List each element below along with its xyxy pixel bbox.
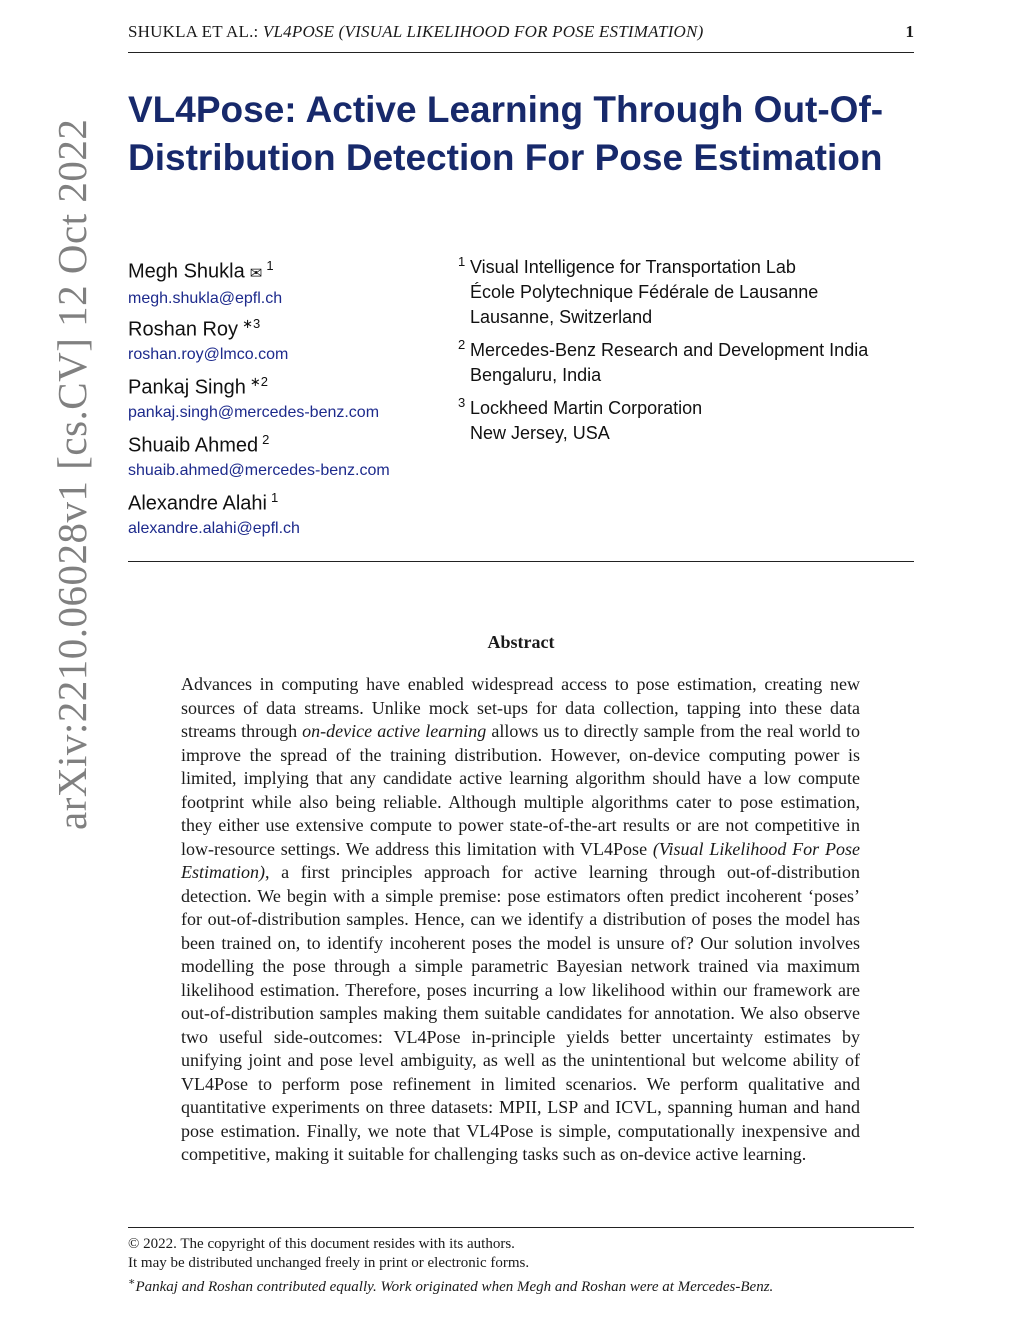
affiliation-number: 2 <box>458 337 466 352</box>
affiliation-line: Lockheed Martin Corporation <box>470 398 703 418</box>
affiliation-list <box>458 255 918 454</box>
author-affiliation-marker: 1 <box>266 258 274 273</box>
author-affiliation-marker: 2 <box>262 432 270 447</box>
affiliation-entry <box>458 338 918 388</box>
author-affiliation-marker: ∗3 <box>242 316 261 331</box>
affiliation-number: 1 <box>458 254 466 269</box>
abstract-emphasis: (Visual Likelihood For Pose Estimation) <box>181 838 860 882</box>
author-entry <box>128 426 448 484</box>
author-email[interactable]: roshan.roy@lmco.com <box>128 345 289 363</box>
abstract-heading: Abstract <box>487 632 555 652</box>
author-email[interactable]: alexandre.alahi@epfl.ch <box>128 519 300 537</box>
author-entry <box>128 310 448 368</box>
author-entry <box>128 368 448 426</box>
affiliation-entry <box>458 255 918 330</box>
author-name: Roshan Roy <box>128 318 239 341</box>
affiliation-line: New Jersey, USA <box>470 423 610 443</box>
page-number: 1 <box>905 22 914 41</box>
author-name: Alexandre Alahi <box>128 492 267 515</box>
author-entry <box>128 484 448 542</box>
affiliation-line: Lausanne, Switzerland <box>470 307 653 327</box>
author-email[interactable]: megh.shukla@epfl.ch <box>128 289 283 307</box>
running-header <box>128 20 914 53</box>
author-affiliation-marker: ∗2 <box>249 374 268 389</box>
author-name: Megh Shukla <box>128 260 245 283</box>
author-name: Pankaj Singh <box>128 376 246 399</box>
envelope-icon: ✉ <box>249 264 263 282</box>
author-entry <box>128 252 448 310</box>
arxiv-identifier: arXiv:2210.06028v1 [cs.CV] 12 Oct 2022 <box>49 118 95 830</box>
author-list <box>128 252 448 542</box>
paper-title: VL4Pose: Active Learning Through Out-Of-Distribution Detection For Pose Estimation <box>128 89 884 178</box>
running-title: SHUKLA ET AL.: VL4POSE (VISUAL LIKELIHOOD FOR POSE ESTIMATION) <box>128 22 704 41</box>
distribution-notice: It may be distributed unchanged freely in print or electronic forms. <box>128 1255 530 1271</box>
section-divider <box>128 561 914 562</box>
footer-divider <box>128 1227 914 1228</box>
affiliation-number: 3 <box>458 395 466 410</box>
contribution-footnote: ∗Pankaj and Roshan contributed equally. Work originated when Megh and Roshan were at Mercedes-Benz. <box>128 1276 774 1295</box>
author-email[interactable]: pankaj.singh@mercedes-benz.com <box>128 403 380 421</box>
copyright-notice: © 2022. The copyright of this document resides with its authors. <box>128 1236 515 1252</box>
affiliation-entry <box>458 396 918 446</box>
author-email[interactable]: shuaib.ahmed@mercedes-benz.com <box>128 461 390 479</box>
author-name: Shuaib Ahmed <box>128 434 259 457</box>
affiliation-line: Visual Intelligence for Transportation Lab <box>470 257 796 277</box>
affiliation-line: Bengaluru, India <box>470 365 602 385</box>
author-affiliation-marker: 1 <box>270 490 279 505</box>
affiliation-line: École Polytechnique Fédérale de Lausanne <box>470 282 819 302</box>
footnote-marker: ∗ <box>128 1276 136 1288</box>
affiliation-line: Mercedes-Benz Research and Development India <box>470 340 869 360</box>
abstract-text: Advances in computing have enabled widespread access to pose estimation, creating new sources of data streams. Unlike mock set-ups for data collection, tapping into these data streams through on-device active learning allows us to directly sample from the real world to improve the spread of the training distribution. However, on-device computing power is limited, implying that any candidate active learning algorithm should have a low compute footprint while also being reliable. Although multiple algorithms cater to pose estimation, they either use extensive compute to power state-of-the-art results or are not competitive in low-resource settings. We address this limitation with VL4Pose (Visual Likelihood For Pose Estimation), a first principles approach for active learning through out-of-distribution detection. We begin with a simple premise: pose estimators often predict incoherent ‘poses’ for out-of-distribution samples. Hence, can we identify a distribution of poses the model has been trained on, to identify incoherent poses the model is unsure of? Our solution involves modelling the pose through a simple parametric Bayesian network trained via maximum likelihood estimation. Therefore, poses incurring a low likelihood within our framework are out-of-distribution samples making them suitable candidates for annotation. We also observe two useful side-outcomes: VL4Pose in-principle yields better uncertainty estimates by unifying joint and pose level ambiguity, as well as the unintentional but welcome ability of VL4Pose to perform pose refinement in limited scenarios. We perform qualitative and quantitative experiments on three datasets: MPII, LSP and ICVL, spanning human and hand pose estimation. Finally, we note that VL4Pose is simple, computationally inexpensive and competitive, making it suitable for challenging tasks such as on-device active learning. <box>181 674 860 1164</box>
footer-notes <box>128 1235 914 1297</box>
abstract-emphasis: on-device active learning <box>302 721 487 741</box>
